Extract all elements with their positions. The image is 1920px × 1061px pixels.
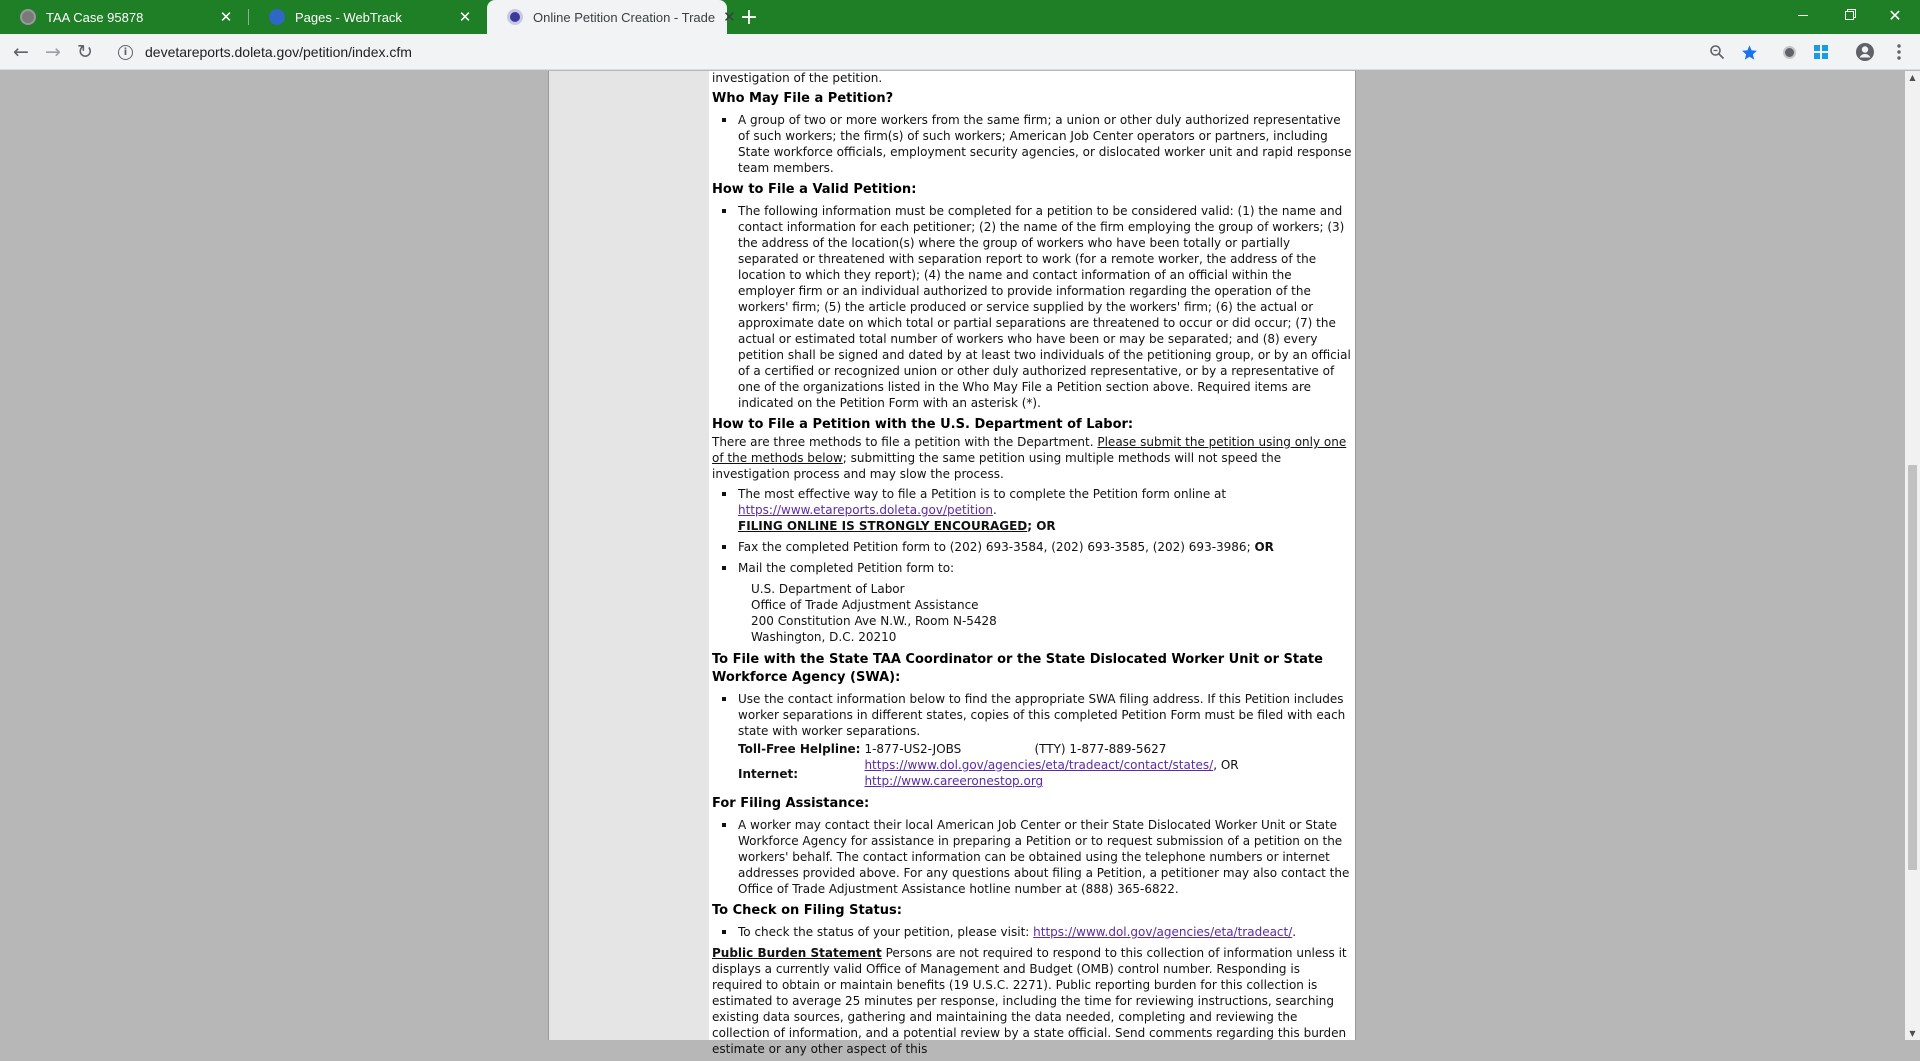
helpline-label: Toll-Free Helpline: xyxy=(738,742,861,756)
internet-label: Internet: xyxy=(738,767,799,781)
back-button[interactable] xyxy=(8,39,34,65)
reload-icon: ↻ xyxy=(77,41,93,63)
arrow-right-icon: → xyxy=(45,41,61,63)
tab-title: TAA Case 95878 xyxy=(46,9,144,25)
mailing-address xyxy=(712,581,1352,645)
restore-icon xyxy=(1845,11,1854,20)
state-list xyxy=(712,691,1352,739)
how-dol-intro xyxy=(712,434,1352,482)
list-item-online xyxy=(738,486,1352,534)
fax-text: Fax the completed Petition form to (202) 693-3584, (202) 693-3585, (202) 693-3986; xyxy=(738,540,1255,554)
assistance-heading: For Filing Assistance: xyxy=(712,796,870,811)
reload-button[interactable] xyxy=(72,39,98,65)
url-text[interactable]: devetareports.doleta.gov/petition/index.cfm xyxy=(145,44,412,60)
star-svg xyxy=(1741,44,1758,61)
tty-value: (TTY) 1-877-889-5627 xyxy=(1034,742,1167,756)
who-may-file-list xyxy=(712,112,1352,176)
online-encouraged: FILING ONLINE IS STRONGLY ENCOURAGED xyxy=(738,519,1028,533)
tab-webtrack[interactable] xyxy=(249,0,487,34)
status-period: . xyxy=(1292,925,1297,939)
status-text: To check the status of your petition, please visit: xyxy=(738,925,1034,939)
states-contact-link[interactable]: https://www.dol.gov/agencies/eta/tradeact/contact/states/ xyxy=(864,758,1214,772)
windows-extension-icon[interactable] xyxy=(1812,43,1830,61)
state-heading: To File with the State TAA Coordinator or the State Dislocated Worker Unit or State Workforce Agency (SWA): xyxy=(712,652,1323,685)
online-period: . xyxy=(993,503,997,517)
table-row xyxy=(738,757,1239,789)
forward-button[interactable] xyxy=(40,39,66,65)
tab-taa-case[interactable] xyxy=(0,0,248,34)
magnifier-svg xyxy=(1709,44,1725,60)
address-line: Office of Trade Adjustment Assistance xyxy=(751,598,979,612)
new-tab-button[interactable]: + xyxy=(739,4,759,30)
scroll-down-icon[interactable]: ▼ xyxy=(1909,1029,1916,1038)
close-icon[interactable]: ✕ xyxy=(219,8,233,26)
close-icon[interactable]: ✕ xyxy=(458,8,472,26)
page-viewport[interactable] xyxy=(0,71,1905,1056)
how-valid-heading: How to File a Valid Petition: xyxy=(712,182,917,197)
intro-underlined: Please submit the petition using only one of the methods below xyxy=(712,435,1347,465)
scrollbar-thumb[interactable] xyxy=(1908,465,1917,870)
tab-title: Pages - WebTrack xyxy=(295,9,402,25)
webtrack-favicon-icon xyxy=(269,9,285,25)
bookmark-star-icon[interactable] xyxy=(1740,43,1758,61)
page-frame xyxy=(548,71,1356,1056)
burden-statement xyxy=(712,945,1352,1057)
extension-dot-icon xyxy=(1783,46,1796,59)
helpline-value: 1-877-US2-JOBS xyxy=(864,742,962,756)
dol-seal-favicon-icon xyxy=(507,9,523,25)
online-petition-link[interactable]: https://www.etareports.doleta.gov/petition xyxy=(738,503,994,517)
page-scrollbar[interactable] xyxy=(1905,71,1920,1040)
globe-favicon-icon xyxy=(20,9,36,25)
close-window-button[interactable] xyxy=(1872,0,1918,30)
close-icon: ✕ xyxy=(1888,5,1902,25)
dots-svg xyxy=(1897,44,1901,60)
how-dol-heading: How to File a Petition with the U.S. Department of Labor: xyxy=(712,417,1134,432)
fax-or: OR xyxy=(1254,540,1274,554)
intro-start: There are three methods to file a petition with the Department. xyxy=(712,435,1098,449)
profile-icon[interactable] xyxy=(1856,43,1874,61)
zoom-icon[interactable] xyxy=(1708,43,1726,61)
scroll-up-icon[interactable]: ▲ xyxy=(1909,73,1916,82)
arrow-left-icon: ← xyxy=(13,41,29,63)
menu-kebab-icon[interactable] xyxy=(1890,43,1908,61)
list-item-fax xyxy=(738,539,1352,555)
list-item-mail xyxy=(738,560,1352,576)
petition-instructions xyxy=(712,71,1352,1061)
assistance-list xyxy=(712,817,1352,897)
table-row xyxy=(738,741,1239,757)
internet-or: , OR xyxy=(1213,758,1239,772)
who-may-file-heading: Who May File a Petition? xyxy=(712,91,894,106)
address-bar[interactable] xyxy=(108,38,1778,66)
minimize-icon xyxy=(1798,15,1808,16)
careeronestop-link[interactable]: http://www.careeronestop.org xyxy=(864,774,1044,788)
tab-online-petition[interactable] xyxy=(487,0,736,34)
minimize-button[interactable] xyxy=(1780,0,1826,30)
online-text: The most effective way to file a Petition is to complete the Petition form online at xyxy=(738,487,1227,501)
burden-heading: Public Burden Statement xyxy=(712,946,882,960)
info-icon[interactable]: i xyxy=(118,45,133,60)
status-heading: To Check on Filing Status: xyxy=(712,903,902,918)
list-item: The following information must be completed for a petition to be considered valid: (1) the name and contact information for each petitioner; (2) the name of the firm employing the group of workers; (3) the address of the location(s) where the group of workers who have been totally or partially separated or threatened with separation report to work (for a remote worker, the address of the location to which they report); (4) the name and contact information of an official within the employer firm or an individual authorized to provide information regarding the operation of the workers' firm; (5) the article produced or service supplied by the workers' firm; (6) the actual or approximate date on which total or partial separations are threatened to occur or did occur; (7) the actual or estimated total number of workers who have been or may be separated; and (8) every petition shall be signed and dated by at least two individuals of the petitioning group, or by an official of a certified or recognized union or other duly authorized representative, or by a representative of one of the organizations listed in the Who May File a Petition section above. Required items are indicated on the Petition Form with an asterisk (*). xyxy=(738,204,1351,410)
top-fragment: investigation of the petition. xyxy=(712,71,883,85)
tab-title: Online Petition Creation - Trade xyxy=(533,9,716,25)
list-item: A group of two or more workers from the same firm; a union or other duly authorized representative of such workers; the firm(s) of such workers; American Job Center operators or partners, including State workforce officials, employment security agencies, or dislocated worker unit and rapid response team members. xyxy=(738,113,1352,175)
list-item xyxy=(738,924,1352,940)
close-icon[interactable]: ✕ xyxy=(723,8,736,26)
browser-toolbar xyxy=(0,34,1920,70)
internet-links xyxy=(864,757,1238,789)
status-list xyxy=(712,924,1352,940)
restore-button[interactable] xyxy=(1826,0,1872,30)
tradeact-link[interactable]: https://www.dol.gov/agencies/eta/tradeact/ xyxy=(1033,925,1293,939)
address-line: Washington, D.C. 20210 xyxy=(751,630,897,644)
list-item: A worker may contact their local American Job Center or their State Dislocated Worker Unit or State Workforce Agency for assistance in preparing a Petition or to request submission of a petition on the workers' behalf. The contact information can be obtained using the telephone numbers or internet addresses provided above. For any questions about filing a Petition, a petitioner may also contact the Office of Trade Adjustment Assistance hotline number at (888) 365-6822. xyxy=(738,817,1352,897)
online-or: ; OR xyxy=(1027,519,1056,533)
contact-table xyxy=(738,741,1239,789)
burden-text: Persons are not required to respond to this collection of information unless it displays a currently valid Office of Management and Budget (OMB) control number. Responding is required to obtain or maintain benefits (19 U.S.C. 2271). Public reporting burden for this collection is estimated to average 25 minutes per response, including the time for reviewing instructions, searching existing data sources, gathering and maintaining the data needed, completing and reviewing the collection of information, and a potential review by a state official. Send comments regarding this burden estimate or any other aspect of this xyxy=(712,946,1347,1056)
address-line: 200 Constitution Ave N.W., Room N-5428 xyxy=(751,614,997,628)
tab-strip xyxy=(0,0,1920,34)
extension-circle-icon[interactable] xyxy=(1780,43,1798,61)
mail-text: Mail the completed Petition form to: xyxy=(738,561,955,575)
intro-end: ; submitting the same petition using multiple methods will not speed the investigation process and may slow the process. xyxy=(712,451,1282,481)
account-svg xyxy=(1855,42,1875,62)
how-valid-list xyxy=(712,203,1352,411)
windows-logo-svg xyxy=(1813,44,1829,60)
address-line: U.S. Department of Labor xyxy=(751,582,905,596)
list-item: Use the contact information below to find the appropriate SWA filing address. If this Petition includes worker separations in different states, copies of this completed Petition Form must be filed with each state with worker separations. xyxy=(738,691,1352,739)
how-dol-list xyxy=(712,486,1352,576)
